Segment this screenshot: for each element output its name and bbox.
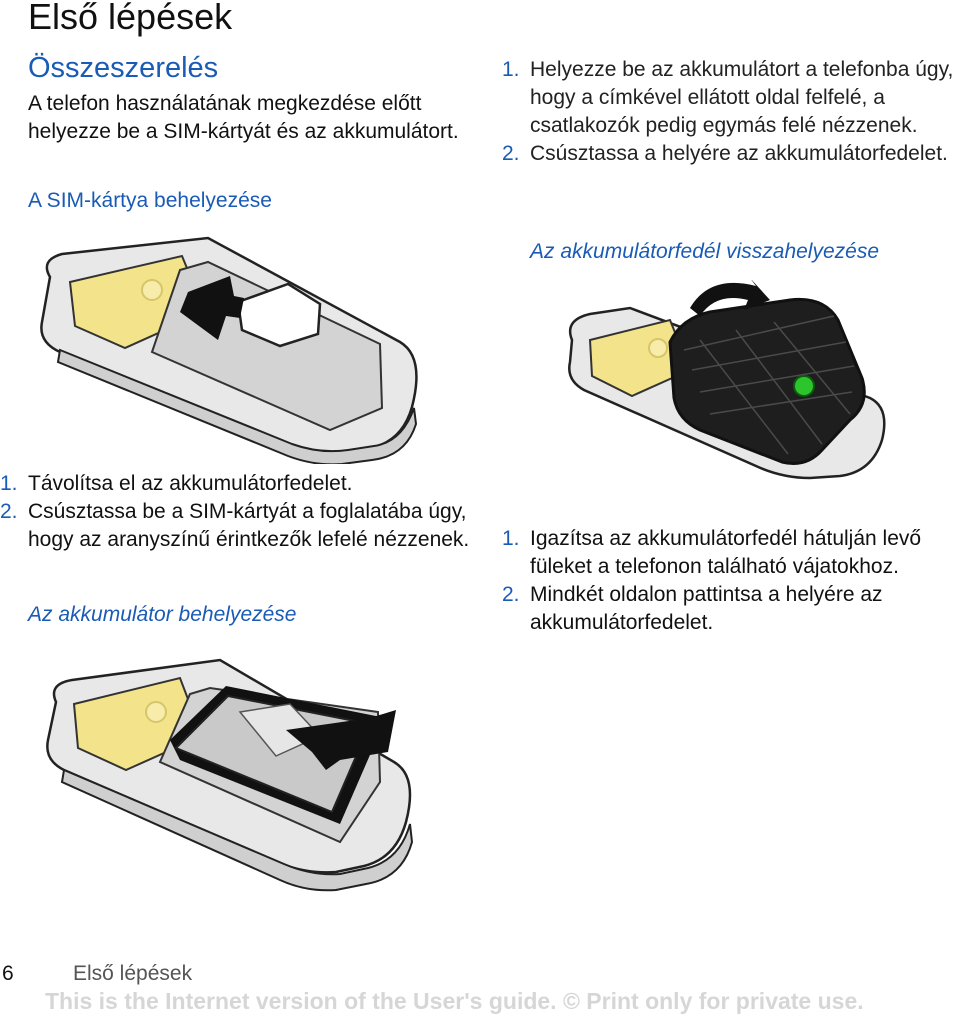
step-text: Mindkét oldalon pattintsa a helyére az akkumulátorfedelet.: [530, 583, 883, 634]
sim-heading: A SIM-kártya behelyezése: [28, 189, 272, 212]
page-title: Első lépések: [28, 0, 233, 37]
step-text: Csúsztassa be a SIM-kártyát a foglalatába úgy, hogy az aranyszínű érintkezők lefelé nézzenek.: [28, 500, 470, 551]
list-item: [0, 470, 470, 498]
step-text: Helyezze be az akkumulátort a telefonba úgy, hogy a címkével ellátott oldal felfelé, a csatlakozók pedig egymás felé nézzenek.: [530, 58, 954, 137]
cover-steps-list: [502, 525, 957, 637]
step-number: 2.: [0, 500, 18, 523]
step-number: 1.: [0, 472, 18, 495]
list-item: [0, 498, 470, 554]
step-number: 1.: [502, 527, 520, 550]
cover-heading: Az akkumulátorfedél visszahelyezése: [530, 240, 880, 263]
list-item: [502, 140, 957, 168]
step-number: 2.: [502, 583, 520, 606]
section-title: Összeszerelés: [28, 52, 219, 84]
page-number: 6: [2, 962, 14, 985]
list-item: [502, 525, 957, 581]
battery-heading: Az akkumulátor behelyezése: [28, 603, 297, 626]
cover-replacement-illustration: [560, 280, 890, 480]
footer-notice: This is the Internet version of the User's guide. © Print only for private use.: [45, 988, 864, 1014]
footer-section-title: Első lépések: [73, 962, 193, 985]
list-item: [502, 56, 957, 140]
list-item: [502, 581, 957, 637]
battery-insertion-illustration: [40, 652, 420, 902]
sim-steps-list: [0, 470, 470, 554]
step-text: Csúsztassa a helyére az akkumulátorfedelet.: [530, 142, 948, 165]
step-text: Igazítsa az akkumulátorfedél hátulján levő füleket a telefonon található vájatokhoz.: [530, 527, 922, 578]
step-number: 1.: [502, 58, 520, 81]
battery-steps-list: [502, 56, 957, 168]
step-text: Távolítsa el az akkumulátorfedelet.: [28, 472, 353, 495]
step-number: 2.: [502, 142, 520, 165]
sim-insertion-illustration: [30, 232, 430, 464]
intro-text: A telefon használatának megkezdése előtt helyezze be a SIM-kártyát és az akkumulátort.: [28, 92, 459, 143]
